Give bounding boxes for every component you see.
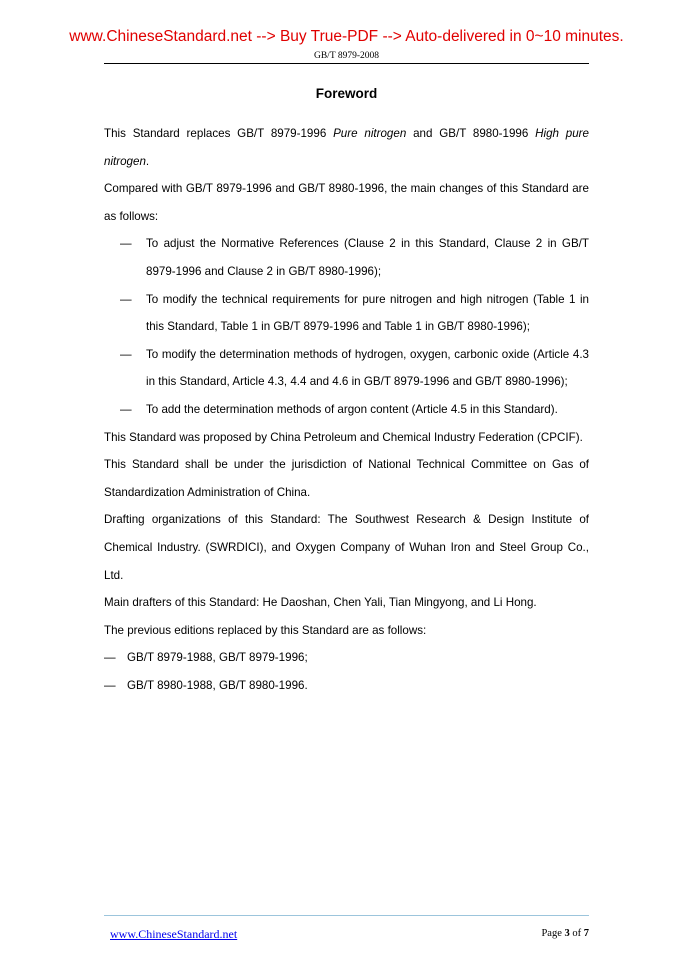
list-item xyxy=(104,230,589,285)
page-current: 3 xyxy=(564,928,570,939)
foreword-body xyxy=(104,120,589,699)
p1-title-pure-nitrogen: Pure nitrogen xyxy=(333,127,407,140)
list-item-text: To adjust the Normative References (Clause 2 in this Standard, Clause 2 in GB/T 8979-1996 and Clause 2 in GB/T 8980-1996); xyxy=(146,237,589,278)
footer-divider xyxy=(104,915,589,916)
list-item-text: To modify the technical requirements for pure nitrogen and high nitrogen (Table 1 in this Standard, Table 1 in GB/T 8979-1996 and Table 1 in GB/T 8980-1996); xyxy=(146,292,589,334)
p1-text-2: and GB/T 8980-1996 xyxy=(406,127,536,140)
dash-bullet: — xyxy=(104,678,116,692)
footer-website-link[interactable]: www.ChineseStandard.net xyxy=(110,927,238,941)
page-of: of xyxy=(569,928,584,939)
page-indicator xyxy=(541,928,589,939)
promo-banner-link[interactable]: www.ChineseStandard.net --> Buy True-PDF --> Auto-delivered in 0~10 minutes. xyxy=(69,28,624,45)
list-item xyxy=(104,286,589,341)
dash-bullet: — xyxy=(120,402,132,416)
paragraph-changes-intro: Compared with GB/T 8979-1996 and GB/T 8980-1996, the main changes of this Standard are as follows: xyxy=(104,182,589,223)
page-total: 7 xyxy=(583,928,589,939)
p1-title-high-pure-nitrogen: High pure nitrogen xyxy=(104,127,589,168)
document-number: GB/T 8979-2008 xyxy=(313,51,379,61)
dash-bullet: — xyxy=(120,292,132,306)
list-item-text: GB/T 8980-1988, GB/T 8980-1996. xyxy=(127,678,308,692)
p1-text: This Standard replaces GB/T 8979-1996 xyxy=(104,127,334,140)
list-item-text: To modify the determination methods of hydrogen, oxygen, carbonic oxide (Article 4.3 in this Standard, Article 4.3, 4.4 and 4.6 in GB/T 8979-1996 and GB/T 8980-1996); xyxy=(146,347,589,389)
list-item xyxy=(104,341,589,396)
header-divider xyxy=(104,63,589,64)
list-item xyxy=(104,644,589,672)
page-label: Page xyxy=(541,928,565,939)
paragraph-jurisdiction: This Standard shall be under the jurisdiction of National Technical Committee on Gas of Standardization Administration of China. xyxy=(104,458,589,499)
paragraph-main-drafters: Main drafters of this Standard: He Daoshan, Chen Yali, Tian Mingyong, and Li Hong. xyxy=(104,596,537,610)
list-item xyxy=(104,672,589,700)
paragraph-previous-editions: The previous editions replaced by this Standard are as follows: xyxy=(104,623,427,637)
list-item-text: GB/T 8979-1988, GB/T 8979-1996; xyxy=(127,651,308,665)
paragraph-drafting-organizations: Drafting organizations of this Standard: The Southwest Research & Design Institute of Chemical Industry. (SWRDICI), and Oxygen Company of Wuhan Iron and Steel Group Co., Ltd. xyxy=(104,513,589,582)
dash-bullet: — xyxy=(120,347,132,361)
dash-bullet: — xyxy=(104,651,116,665)
paragraph-proposed-by: This Standard was proposed by China Petroleum and Chemical Industry Federation (CPCIF). xyxy=(104,430,583,444)
list-item xyxy=(104,396,589,424)
p1-period: . xyxy=(145,154,150,168)
paragraph-replaces xyxy=(104,120,589,175)
page-title: Foreword xyxy=(315,86,378,101)
dash-bullet: — xyxy=(120,237,132,251)
list-item-text: To add the determination methods of argon content (Article 4.5 in this Standard). xyxy=(146,402,558,416)
